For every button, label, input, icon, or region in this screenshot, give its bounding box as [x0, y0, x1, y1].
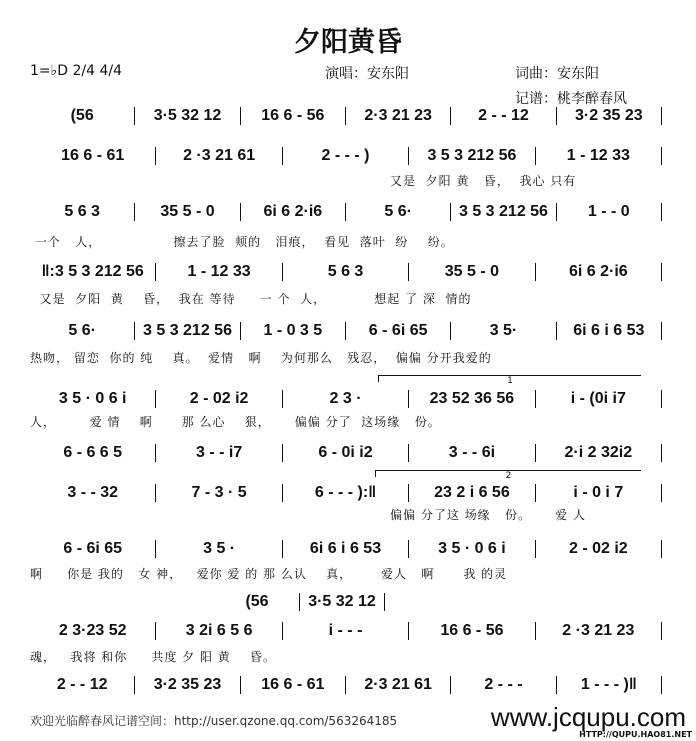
measure: 2 - 02 i2 [536, 540, 662, 558]
measure: 2 - - 12 [30, 676, 135, 694]
watermark-logo: www.jcqupu.com [490, 702, 686, 732]
measure: 2 - - 12 [451, 107, 556, 125]
song-title: 夕阳黄昏 [294, 27, 402, 58]
measure: 5 6· [30, 322, 135, 340]
measure: 6 - 6 6 5 [30, 444, 156, 462]
measure: 2·i 2 32i2 [536, 444, 662, 462]
notation-line [30, 390, 662, 408]
measure: 1 - - - )‖ [557, 676, 662, 694]
measure: 2·3 21 23 [346, 107, 451, 125]
volta-1: 1 [378, 375, 641, 382]
measure: 35 5 - 0 [409, 263, 535, 281]
measure: 6i 6 2·i6 [536, 263, 662, 281]
measure: 6 - 0i i2 [283, 444, 409, 462]
notation-line [30, 263, 662, 281]
measure: 3·2 35 23 [135, 676, 240, 694]
measure: 2 ·3 21 23 [536, 622, 662, 640]
notation-line [30, 540, 662, 558]
measure: 2 3·23 52 [30, 622, 156, 640]
lyrics-line: 人， 爱 情 啊 那 么心 狠， 偏偏 分了 这场缘 份。 [30, 415, 441, 429]
measure: 2 - - - ) [283, 147, 409, 165]
measure: 2·3 21 61 [346, 676, 451, 694]
measure: 1 - - 0 [557, 203, 662, 221]
notation-credit: 记谱：桃李醉春风 [515, 91, 627, 107]
notation-line [30, 676, 662, 694]
measure: 2 - - - [451, 676, 556, 694]
measure: 3 5 · 0 6 i [409, 540, 535, 558]
notation-line [30, 322, 662, 340]
measure: 6i 6 i 6 53 [557, 322, 662, 340]
measure: 6 - 6i 65 [30, 540, 156, 558]
measure: (56 [30, 107, 135, 125]
measure: i - - - [283, 622, 409, 640]
footer-text: 欢迎光临醉春风记谱空间：http://user.qzone.qq.com/563264185 [30, 714, 398, 728]
lyrics-line: 一个 人， 擦去了脸 颊的 泪痕， 看见 落叶 纷 纷。 [30, 235, 454, 249]
measure: 3 - - i7 [156, 444, 282, 462]
notation-line [30, 444, 662, 462]
measure: 3 2i 6 5 6 [156, 622, 282, 640]
measure: 3 5 3 212 56 [135, 322, 240, 340]
measure: 35 5 - 0 [135, 203, 240, 221]
measure: 1 - 12 33 [536, 147, 662, 165]
measure: 1 - 0 3 5 [241, 322, 346, 340]
measure: 6i 6 i 6 53 [283, 540, 409, 558]
measure: 3 5 3 212 56 [451, 203, 556, 221]
measure: 3·5 32 12 [300, 593, 385, 611]
measure: i - 0 i 7 [536, 484, 662, 502]
measure: 6 - 6i 65 [346, 322, 451, 340]
notation-line [30, 622, 662, 640]
measure: 3·5 32 12 [135, 107, 240, 125]
measure: 3·2 35 23 [557, 107, 662, 125]
lyrics-line: 又是 夕阳 黄 昏， 我在 等待 一 个 人， 想起 了 深 情的 [30, 292, 472, 306]
measure: 2 ·3 21 61 [156, 147, 282, 165]
measure: 5 6· [346, 203, 451, 221]
notation-line [215, 593, 385, 611]
measure: 3 5 · 0 6 i [30, 390, 156, 408]
volta-2: 2 [375, 470, 641, 477]
notation-line [30, 203, 662, 221]
measure: 16 6 - 61 [30, 147, 156, 165]
measure: 16 6 - 56 [241, 107, 346, 125]
measure: 16 6 - 56 [409, 622, 535, 640]
lyrics-line: 热吻， 留恋 你的 纯 真。 爱情 啊 为何那么 残忍， 偏偏 分开我爱的 [30, 351, 492, 365]
measure: 6i 6 2·i6 [241, 203, 346, 221]
measure: 7 - 3 · 5 [156, 484, 282, 502]
lyrics-line: 啊 你是 我的 女 神， 爱你 爱 的 那 么认 真， 爱人 啊 我 的灵 [30, 567, 508, 581]
measure: 3 5 · [156, 540, 282, 558]
measure: 3 5 3 212 56 [409, 147, 535, 165]
measure: 3 - - 6i [409, 444, 535, 462]
measure: 1 - 12 33 [156, 263, 282, 281]
watermark-url: HTTP://QUPU.HAO81.NET [579, 730, 692, 739]
measure: 5 6 3 [283, 263, 409, 281]
singer: 演唱：安东阳 [325, 66, 409, 82]
measure: 23 52 36 56 [409, 390, 535, 408]
lyrics-line: 又是 夕阳 黄 昏， 我心 只有 [390, 174, 577, 188]
composer: 词曲：安东阳 [515, 66, 599, 82]
measure: 6 - - - ):‖ [283, 484, 409, 502]
measure: ‖:3 5 3 212 56 [30, 263, 156, 281]
notation-line [30, 484, 662, 502]
lyrics-line: 偏偏 分了这 场缘 份。 爱 人 [390, 508, 586, 522]
measure: 16 6 - 61 [241, 676, 346, 694]
measure: 3 - - 32 [30, 484, 156, 502]
key-signature: 1=♭D 2/4 4/4 [30, 63, 122, 79]
measure: 2 - 02 i2 [156, 390, 282, 408]
notation-line [30, 107, 662, 125]
measure: 23 2 i 6 56 [409, 484, 535, 502]
measure: 5 6 3 [30, 203, 135, 221]
measure: i - (0i i7 [536, 390, 662, 408]
measure: (56 [215, 593, 300, 611]
lyrics-line: 魂， 我将 和你 共度 夕 阳 黄 昏。 [30, 650, 277, 664]
measure: 2 3 · [283, 390, 409, 408]
notation-line [30, 147, 662, 165]
measure: 3 5· [451, 322, 556, 340]
